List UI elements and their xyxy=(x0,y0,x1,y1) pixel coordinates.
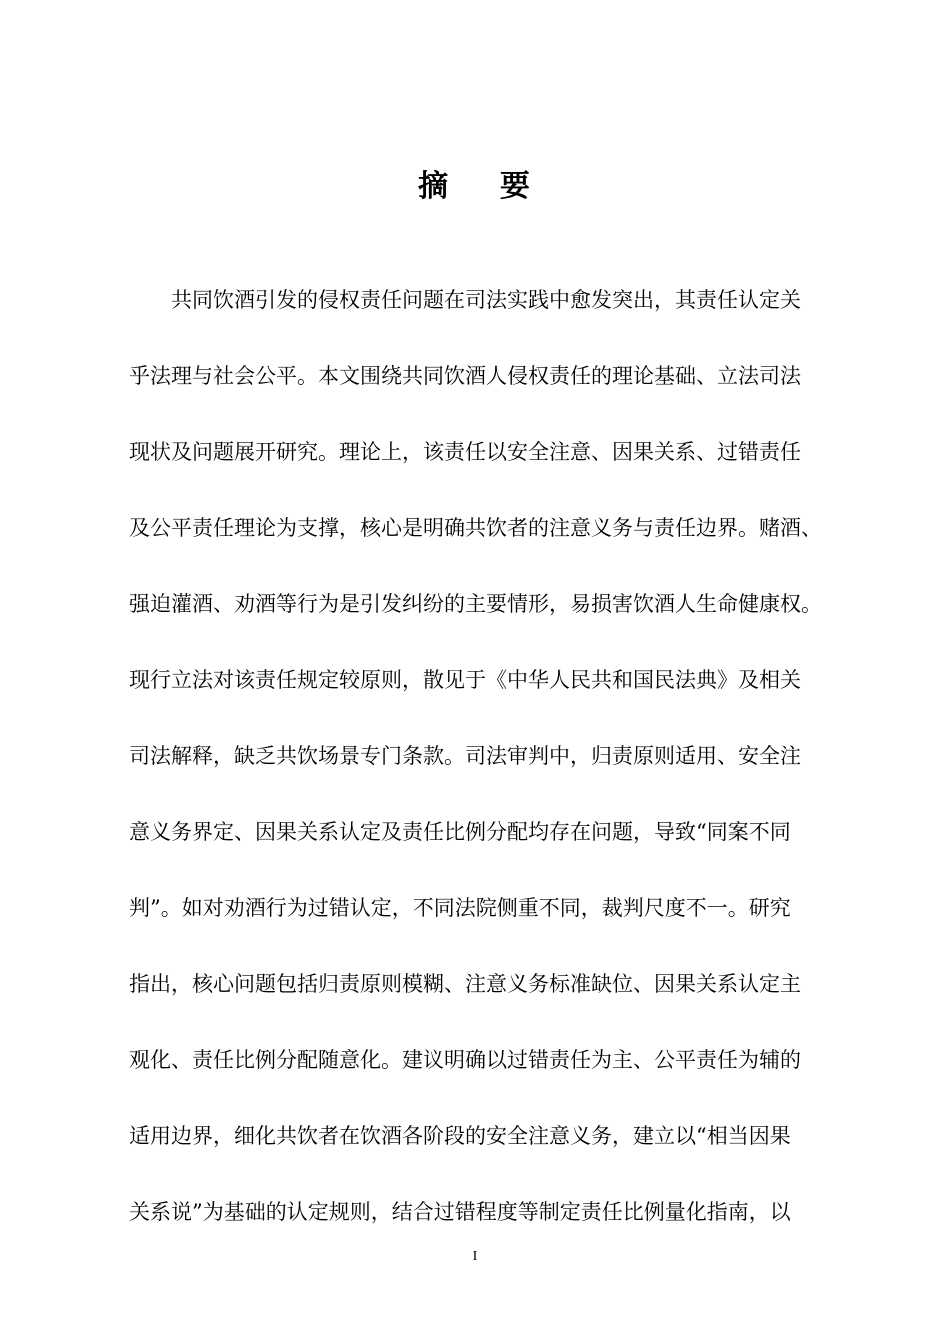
abstract-body xyxy=(129,280,859,1268)
body-line: 共同饮酒引发的侵权责任问题在司法实践中愈发突出，其责任认定关 xyxy=(171,288,801,312)
abstract-title: 摘 要 xyxy=(418,169,532,204)
body-line: 适用边界，细化共饮者在饮酒各阶段的安全注意义务，建立以“相当因果 xyxy=(129,1124,791,1148)
body-line: 判”。如对劝酒行为过错认定，不同法院侧重不同，裁判尺度不一。研究 xyxy=(129,896,791,920)
body-line: 强迫灌酒、劝酒等行为是引发纠纷的主要情形，易损害饮酒人生命健康权。 xyxy=(129,592,822,616)
body-line: 现状及问题展开研究。理论上，该责任以安全注意、因果关系、过错责任 xyxy=(129,440,801,464)
body-line: 观化、责任比例分配随意化。建议明确以过错责任为主、公平责任为辅的 xyxy=(129,1048,801,1072)
body-line: 司法解释，缺乏共饮场景专门条款。司法审判中，归责原则适用、安全注 xyxy=(129,744,801,768)
body-line: 指出，核心问题包括归责原则模糊、注意义务标准缺位、因果关系认定主 xyxy=(129,972,801,996)
body-line: 乎法理与社会公平。本文围绕共同饮酒人侵权责任的理论基础、立法司法 xyxy=(129,364,801,388)
page-number: I xyxy=(472,1249,478,1264)
body-line: 及公平责任理论为支撑，核心是明确共饮者的注意义务与责任边界。赌酒、 xyxy=(129,516,822,540)
body-line: 现行立法对该责任规定较原则，散见于《中华人民共和国民法典》及相关 xyxy=(129,668,801,692)
body-line: 意义务界定、因果关系认定及责任比例分配均存在问题，导致“同案不同 xyxy=(129,820,791,844)
body-line: 关系说”为基础的认定规则，结合过错程度等制定责任比例量化指南，以 xyxy=(129,1200,791,1224)
